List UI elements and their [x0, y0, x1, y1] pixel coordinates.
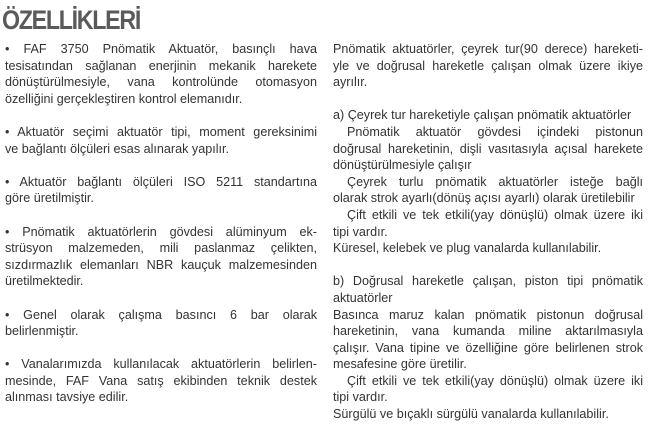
text-line: Çift etkili ve tek etkili(yay dönüşlü) olmak üzere iki: [347, 373, 643, 388]
text-line: üretilmektedir.: [5, 274, 84, 289]
right-column: [333, 41, 643, 423]
feature-bullet-5: [5, 307, 317, 340]
text-line: hareketinin, vana kumanda miline aktarılmasıyla: [333, 324, 643, 339]
text-line: yle ve doğrusal hareketle çalışan olmak üzere ikiye: [333, 58, 643, 73]
text-line: • Genel olarak çalışma basıncı 6 bar olarak: [5, 307, 317, 322]
text-line: alınması tavsiye edilir.: [5, 390, 129, 405]
text-line: tesisatından sağlanan enerjinin mekanik harekete: [5, 58, 317, 73]
feature-bullet-4: [5, 224, 317, 290]
text-line: Küresel, kelebek ve plug vanalarda kullanılabilir.: [333, 241, 602, 256]
section-b-heading: b) Doğrusal hareketle çalışan, piston tipi pnömatik: [333, 274, 643, 289]
section-b-heading-cont: aktuatörler: [333, 290, 393, 305]
text-line: sızdırmazlık elemanları NBR kauçuk malzemesinden: [5, 257, 317, 272]
text-line: Basınca maruz kalan pnömatik pistonun doğrusal: [333, 307, 643, 322]
text-line: doğrusal hareketinin, dişli vasıtasıyla açısal harekete: [333, 141, 643, 156]
feature-bullet-2: [5, 124, 317, 157]
text-line: mesafesine göre üretilir.: [333, 357, 467, 372]
text-line: belirlenmiştir.: [5, 324, 79, 339]
feature-bullet-1: [5, 41, 317, 107]
text-line: • Aktuatör bağlantı ölçüleri ISO 5211 standartına: [5, 174, 317, 189]
text-line: özelliğini gerçekleştiren kontrol elemanıdır.: [5, 91, 243, 106]
text-line: ve bağlantı ölçüleri esas alınarak yapılır.: [5, 141, 230, 156]
text-line: çalışır. Vana tipine ve özelliğine göre belirlenen strok: [333, 340, 643, 355]
text-line: Sürgülü ve bıçaklı sürgülü vanalarda kullanılabilir.: [333, 407, 609, 422]
feature-bullet-3: [5, 174, 317, 207]
text-line: tipi vardır.: [333, 224, 388, 239]
text-line: mesinde, FAF Vana satış ekibinden teknik destek: [5, 373, 317, 388]
section-a: [333, 107, 643, 256]
text-line: • Vanalarımızda kullanılacak aktuatörlerin belirlen-: [5, 357, 317, 372]
text-line: Pnömatik aktuatör gövdesi içindeki pistonun: [347, 124, 643, 139]
text-line: • FAF 3750 Pnömatik Aktuatör, basınçlı hava: [5, 42, 317, 56]
text-line: strüsyon malzemeden, mili paslanmaz çelikten,: [5, 241, 317, 256]
text-line: ayrılır.: [333, 75, 368, 90]
text-line: Çift etkili ve tek etkili(yay dönüşlü) olmak üzere iki: [347, 207, 643, 222]
text-line: Pnömatik aktuatörler, çeyrek tur(90 derece) hareketi-: [333, 42, 643, 56]
section-b: [333, 273, 643, 422]
text-line: Çeyrek turlu pnömatik aktuatörler isteğe bağlı: [347, 174, 643, 189]
intro-paragraph: [333, 41, 643, 91]
text-line: • Aktuatör seçimi aktuatör tipi, moment gereksinimi: [5, 124, 317, 139]
text-line: • Pnömatik aktuatörlerin gövdesi alüminyum ek-: [5, 224, 317, 239]
text-line: dönüştürülmesiyle, vana kontrolünde otomasyon: [5, 75, 317, 90]
text-line: olarak strok ayarlı(dönüş açısı ayarlı) olarak üretilebilir: [333, 191, 635, 206]
text-line: göre üretilmiştir.: [5, 191, 94, 206]
text-line: dönüştürülmesiyle çalışır: [333, 158, 472, 173]
page-title: ÖZELLİKLERİ: [2, 5, 141, 35]
feature-bullet-6: [5, 356, 317, 406]
text-line: tipi vardır.: [333, 390, 388, 405]
left-column: [5, 41, 317, 406]
section-a-heading: a) Çeyrek tur hareketiyle çalışan pnömatik aktuatörler: [333, 108, 632, 123]
